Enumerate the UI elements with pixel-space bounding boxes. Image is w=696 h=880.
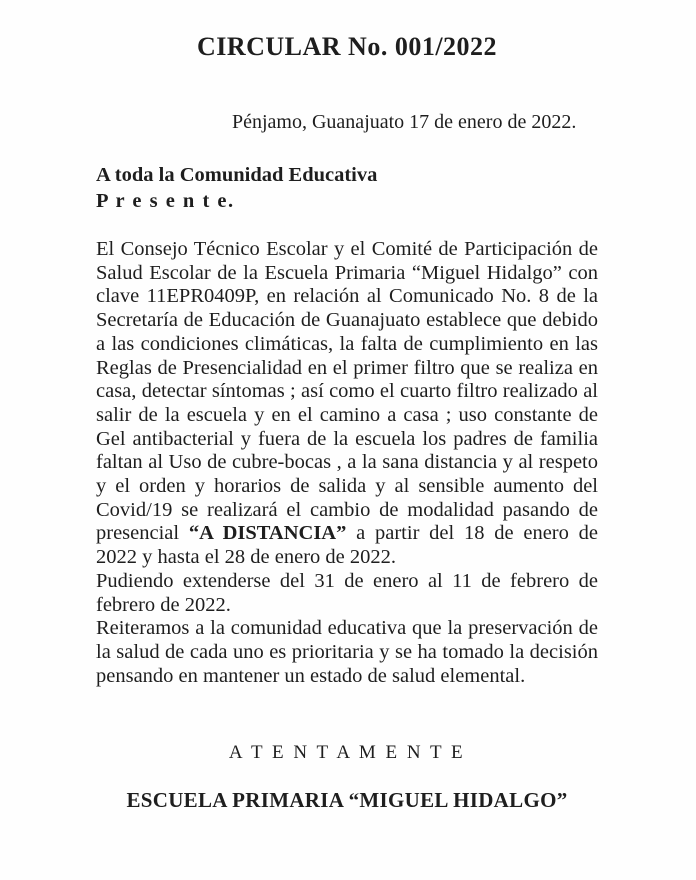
body-line: clave 11EPR0409P, en relación al Comunicado No. 8 de la bbox=[96, 285, 598, 308]
body-line: salir de la escuela y en el camino a casa ; uso constante de bbox=[96, 403, 598, 426]
salutation-presente: P r e s e n t e. bbox=[96, 190, 235, 212]
body-line: Gel antibacterial y fuera de la escuela los padres de familia bbox=[96, 427, 598, 450]
body-text-segment: presencial bbox=[96, 522, 189, 545]
body-line: Pudiendo extenderse del 31 de enero al 11 de febrero de bbox=[96, 569, 598, 592]
salutation-block bbox=[96, 162, 598, 214]
document-content bbox=[96, 0, 598, 813]
body-line: Salud Escolar de la Escuela Primaria “Miguel Hidalgo” con bbox=[96, 261, 598, 284]
body-line: Secretaría de Educación de Guanajuato establece que debido bbox=[96, 309, 598, 332]
body-line: Reglas de Presencialidad en el primer filtro que se realiza en bbox=[96, 356, 598, 379]
body-line: casa, detectar síntomas ; así como el cuarto filtro realizado al bbox=[96, 380, 598, 403]
closing-atentamente: A T E N T A M E N T E bbox=[228, 742, 466, 764]
body-line: El Consejo Técnico Escolar y el Comité de Participación de bbox=[96, 238, 598, 260]
body-text bbox=[96, 238, 598, 688]
salutation-recipient: A toda la Comunidad Educativa bbox=[96, 164, 378, 186]
body-line: pensando en mantener un estado de salud elemental. bbox=[96, 664, 526, 687]
body-line: febrero de 2022. bbox=[96, 593, 231, 616]
body-line: y el orden y horarios de salida y al sensible aumento del bbox=[96, 475, 598, 498]
document-title: CIRCULAR No. 001/2022 bbox=[196, 32, 498, 61]
date-line: Pénjamo, Guanajuato 17 de enero de 2022. bbox=[232, 111, 577, 133]
body-line: a las condiciones climáticas, la falta de cumplimiento en las bbox=[96, 332, 598, 355]
body-text-segment: a partir del 18 de enero de bbox=[346, 522, 599, 545]
body-line: Reiteramos a la comunidad educativa que la preservación de bbox=[96, 617, 598, 640]
body-line: faltan al Uso de cubre-bocas , a la sana distancia y al respeto bbox=[96, 451, 598, 474]
body-line-with-emphasis bbox=[96, 522, 598, 546]
closing-school-name: ESCUELA PRIMARIA “MIGUEL HIDALGO” bbox=[126, 788, 568, 813]
body-line: la salud de cada uno es prioritaria y se ha tomado la decisión bbox=[96, 640, 598, 663]
body-line: Covid/19 se realizará el cambio de modalidad pasando de bbox=[96, 498, 598, 521]
emphasis-a-distancia: “A DISTANCIA” bbox=[188, 522, 347, 545]
body-line: 2022 y hasta el 28 de enero de 2022. bbox=[96, 546, 397, 569]
